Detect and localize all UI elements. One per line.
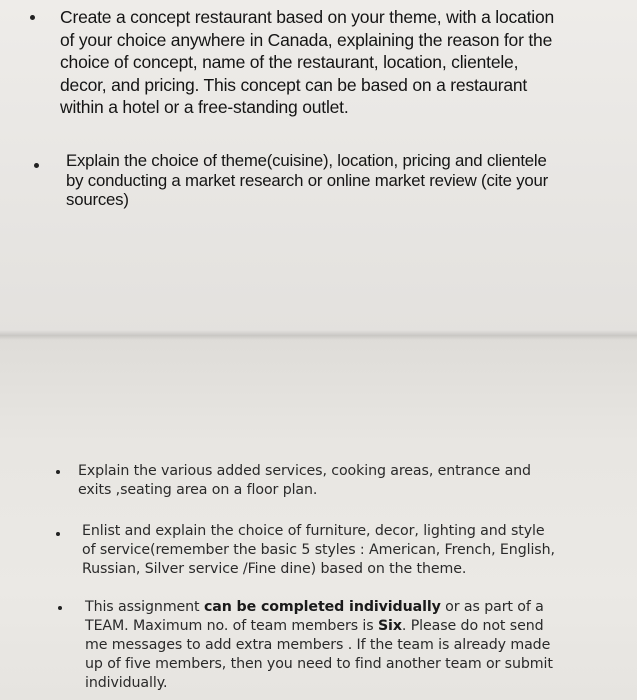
team-rules-part2: or as part of a TEAM. Maximum no. of team members is xyxy=(85,599,544,634)
bullet-dot xyxy=(30,15,35,20)
bullet-item-furniture xyxy=(56,522,555,579)
bullet-dot xyxy=(56,532,60,536)
bullet-item-theme-choice xyxy=(34,151,548,210)
team-rules-part1: This assignment xyxy=(85,599,204,615)
team-rules-part3: . Please do not send me messages to add extra members . If the team is already made up of five members, then you need to find another team or submit individually. xyxy=(85,618,553,691)
page-fold-shadow xyxy=(0,330,637,340)
bullet-item-concept xyxy=(30,6,554,119)
bullet-dot xyxy=(34,163,39,168)
bullet-item-floor-plan xyxy=(56,462,531,500)
team-rules-bold-six: Six xyxy=(377,618,402,634)
bullet-text-team-rules xyxy=(85,598,553,693)
team-rules-bold-individually: can be completed individually xyxy=(203,599,441,615)
bullet-item-team-rules xyxy=(58,598,553,693)
bullet-text-concept: Create a concept restaurant based on your theme, with a location of your choice anywhere in Canada, explaining the reason for the choice of concept, name of the restaurant, location, clientele, decor, and pricing. This concept can be based on a restaurant within a hotel or a free-standing outlet. xyxy=(60,7,555,117)
bullet-text-furniture: Enlist and explain the choice of furniture, decor, lighting and style of service(remember the basic 5 styles : American, French, English, Russian, Silver service /Fine dine) based on the theme. xyxy=(82,523,555,577)
bullet-text-floor-plan: Explain the various added services, cooking areas, entrance and exits ,seating area on a floor plan. xyxy=(78,463,531,498)
bullet-dot xyxy=(58,606,62,610)
bullet-text-theme-choice: Explain the choice of theme(cuisine), location, pricing and clientele by conducting a market research or online market review (cite your sources) xyxy=(66,151,549,209)
bullet-dot xyxy=(56,470,60,474)
